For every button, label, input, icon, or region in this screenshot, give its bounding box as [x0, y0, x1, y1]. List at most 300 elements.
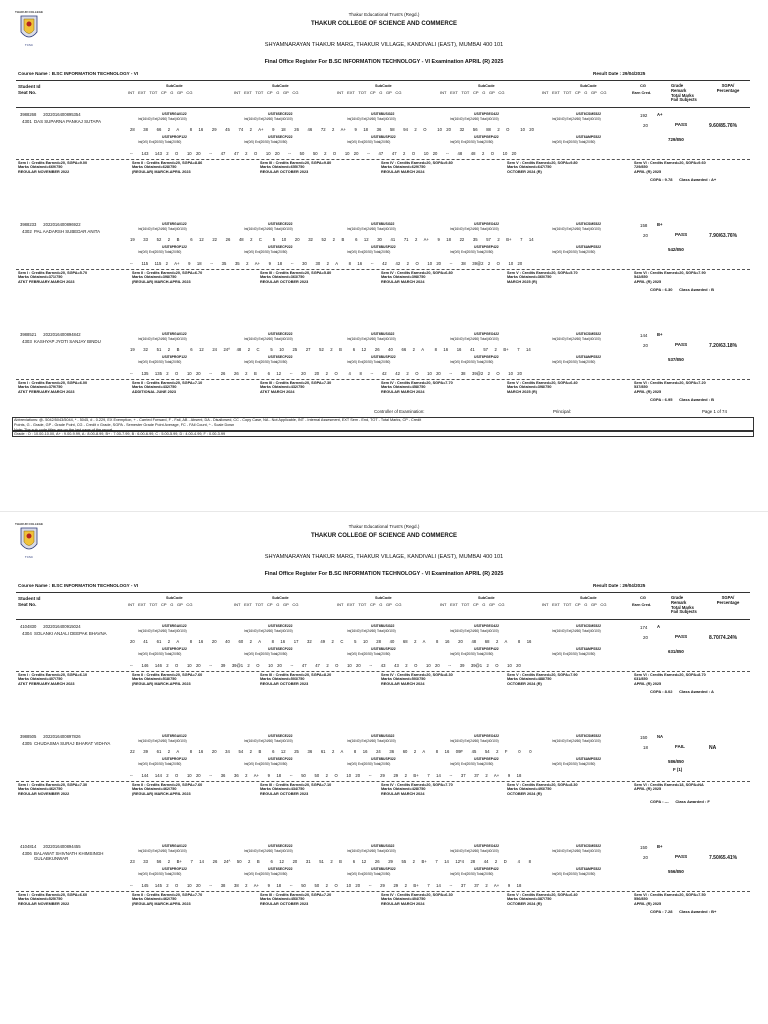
- practical-marks-scheme: Int(0/0) Ext(20/50) Total(20/50): [450, 360, 494, 364]
- header-rule-bottom: [16, 619, 750, 620]
- cgpa-class-awarded: CGPA : 9.78 Class Awarded : A+: [650, 177, 717, 182]
- theory-marks-row: 22 39 61 2 A 8 16 20 34 54 2 B 6 12 25 36 61 2 A 8 16 24 36 60 2 A 8 16 09F 45 54 2 F 0 0: [130, 749, 532, 754]
- subject-marks-scheme: Int(16/40) Ext(24/60) Total(40/100): [450, 739, 499, 743]
- subject-code: USIT6PGEO422: [474, 222, 500, 226]
- practical-code: USIT6PRGP122: [162, 757, 187, 761]
- practical-code: USIT6BUSP322: [371, 355, 396, 359]
- semester-summary: [634, 381, 752, 394]
- subject-marks-scheme: Int(16/40) Ext(24/60) Total(40/100): [244, 849, 293, 853]
- earn-cred-header: Earn Cred.: [632, 91, 652, 95]
- semester-line: Sem IV : Credits Earned=20, SGPA=6.30: [381, 893, 453, 897]
- overall-grade: B+: [657, 844, 663, 849]
- seat-number: 4305: [22, 741, 32, 746]
- seat-no-header: Seat No.: [18, 602, 37, 607]
- semester-summary: [634, 673, 752, 686]
- seat-number: 4301: [22, 119, 32, 124]
- principal-signature: Principal:: [553, 409, 572, 414]
- subcode-header: SubCode: [478, 84, 495, 88]
- total-cg: 174: [640, 625, 648, 630]
- practical-code: USIT6SECP222: [268, 867, 293, 871]
- semester-line: APRIL (R) 2025: [634, 279, 662, 284]
- page-number: Page 1 of 74: [702, 409, 727, 414]
- subject-marks-scheme: Int(16/40) Ext(24/60) Total(40/100): [244, 337, 293, 341]
- practical-marks-scheme: Int(0/0) Ext(20/50) Total(20/50): [347, 250, 391, 254]
- semester-line: Marks Obtained=432/750: [132, 385, 177, 390]
- result-remark: PASS: [675, 342, 688, 347]
- practical-code: USIT6PGEP422: [474, 757, 499, 761]
- semester-line: Sem IV : Credits Earned=20, SGPA=6.80: [381, 271, 453, 275]
- semester-line: APRIL (R) 2025: [634, 901, 662, 906]
- theory-marks-row: 19 33 52 2 B 6 12 22 26 48 2 C 5 10 20 32 52 2 B 6 12 30 41 71 2 A+ 9 18 22 35 57 2 B+ 7 14: [130, 237, 534, 242]
- subject-marks-scheme: Int(16/40) Ext(24/60) Total(40/100): [138, 227, 187, 231]
- course-name: Course Name : B.SC INFORMATION TECHNOLOGY - VI: [18, 583, 139, 588]
- record-divider: [16, 159, 750, 160]
- practical-marks-scheme: Int(0/0) Ext(20/50) Total(20/50): [244, 762, 288, 766]
- subcode-header: SubCode: [272, 84, 289, 88]
- semester-line: Sem II : Credits Earned=20, SGPA=7.10: [132, 381, 203, 385]
- total-cg: 150: [640, 735, 648, 740]
- semester-line: Sem II : Credits Earned=20, SGPA=7.60: [132, 673, 203, 677]
- result-remark: PASS: [675, 232, 688, 237]
- record-divider: [16, 781, 750, 782]
- header-percentage: Percentage: [716, 599, 740, 605]
- semester-summary: [18, 673, 136, 686]
- overall-grade: B+: [657, 332, 663, 337]
- subject-marks-scheme: Int(16/40) Ext(24/60) Total(40/100): [244, 629, 293, 633]
- header-fail-subjects: Fail Subjects: [671, 97, 697, 103]
- student-record: [0, 113, 768, 203]
- subject-code: USIT6CSMS522: [576, 624, 602, 628]
- practical-marks-scheme: Int(0/0) Ext(20/50) Total(20/50): [347, 872, 391, 876]
- total-cg: 158: [640, 223, 648, 228]
- record-divider: [16, 671, 750, 672]
- subject-code: USIT6CSMS522: [576, 734, 602, 738]
- practical-code: USIT6AMPS522: [576, 757, 602, 761]
- semester-line: Sem III : Credits Earned=20, SGPA=8.20: [260, 673, 332, 677]
- practical-marks-row: -- 145 145 2 O 10 20 -- 38 38 2 A+ 9 18 -- 50 50 2 O 10 20 -- 29 29 2 B+ 7 14 -- 37 37 2 A+ 9 18: [130, 883, 522, 888]
- semester-line: 537/850: [634, 385, 648, 390]
- semester-line: Sem I : Credits Earned=20, SGPA=6.10: [18, 673, 88, 677]
- practical-marks-row: -- 144 144 2 O 10 20 -- 36 36 2 A+ 9 18 -- 50 50 2 O 10 20 -- 29 29 2 B+ 7 14 -- 37 37 2 A+ 9 18: [130, 773, 522, 778]
- semester-line: REGULAR MARCH 2024: [381, 791, 425, 796]
- student-record: [0, 625, 768, 715]
- semester-line: ADDITIONAL JUNE 2023: [132, 389, 177, 394]
- abbreviation-line: Note: The sub code titles are on the last page of the report.: [14, 428, 114, 433]
- semester-line: (REGULAR) MARCH-APRIL 2023: [132, 169, 191, 174]
- subject-marks-scheme: Int(16/40) Ext(24/60) Total(40/100): [347, 117, 396, 121]
- student-name: DAS SUPARNA PANKAJ SUTAPA: [34, 119, 102, 124]
- subcode-header: SubCode: [478, 596, 495, 600]
- practical-code: USIT6SECP222: [268, 757, 293, 761]
- sgpa-percentage: 9.60/85.76%: [709, 123, 738, 129]
- subject-code: USIT6SECE222: [268, 844, 293, 848]
- semester-line: Marks Obtained=462/750: [132, 787, 177, 792]
- semester-summary: [634, 271, 752, 284]
- practical-marks-scheme: Int(0/0) Ext(20/50) Total(20/50): [138, 140, 182, 144]
- subcode-header: SubCode: [166, 84, 183, 88]
- semester-line: REGULAR MARCH 2024: [381, 901, 425, 906]
- semester-line: Sem VI : Credits Earned=20, SGPA=7.20: [634, 381, 706, 385]
- practical-marks-scheme: Int(0/0) Ext(20/50) Total(20/50): [244, 250, 288, 254]
- earned-credits: 18: [643, 745, 648, 750]
- student-name: KASHYAP JYOTI SANJAY BINDU: [34, 339, 101, 344]
- semester-summary: [260, 893, 378, 906]
- subject-marks-scheme: Int(16/40) Ext(24/60) Total(40/100): [450, 227, 499, 231]
- practical-marks-scheme: Int(0/0) Ext(20/50) Total(20/50): [552, 360, 596, 364]
- practical-marks-row: -- 143 143 2 O 10 20 -- 47 47 2 O 10 20 -- 50 50 2 O 10 20 -- 47 47 2 O 10 20 -- 48 48 2 O 10 20: [130, 151, 517, 156]
- result-date: Result Date : 29/04/2025: [593, 71, 646, 76]
- semester-summary: [132, 161, 250, 174]
- subject-marks-scheme: Int(16/40) Ext(24/60) Total(40/100): [138, 629, 187, 633]
- semester-line: Marks Obtained=432/750: [260, 385, 305, 390]
- semester-line: Marks Obtained=379/750: [18, 385, 63, 390]
- subject-marks-scheme: Int(16/40) Ext(24/60) Total(40/100): [138, 117, 187, 121]
- header-rule-bottom: [16, 107, 750, 108]
- total-cg: 150: [640, 845, 648, 850]
- semester-line: REGULAR MARCH 2024: [381, 279, 425, 284]
- practical-code: USIT6PRGP122: [162, 647, 187, 651]
- semester-line: (REGULAR) MARCH-APRIL 2023: [132, 791, 191, 796]
- subject-columns-header: INT EXT TOT CP G GP CG: [128, 602, 193, 607]
- subject-marks-scheme: Int(16/40) Ext(24/60) Total(40/100): [450, 117, 499, 121]
- earned-credits: 20: [643, 343, 648, 348]
- practical-marks-scheme: Int(0/0) Ext(20/50) Total(20/50): [552, 250, 596, 254]
- semester-summary: [507, 673, 625, 686]
- semester-line: ATKT FEBRUARY-MARCH 2023: [18, 681, 75, 686]
- practical-marks-scheme: Int(0/0) Ext(20/50) Total(20/50): [450, 250, 494, 254]
- subject-code: USIT6SECE222: [268, 222, 293, 226]
- subject-code: USIT6CSMS522: [576, 112, 602, 116]
- abbreviation-line: Abbreviations: @- 5042/5043/5044, * - 5045, # - 0.229, EX Exemption, + - Carried Forward, F - Fail, AB - Absent, DA - Disallowed, CC - Copy Case, NA - Not Applicable, INT - Internal Assesment, EXT Sem - End, TOT - Total Marks, CP - Credit: [14, 418, 422, 422]
- header-remark: Remark: [671, 599, 687, 605]
- subject-marks-scheme: Int(16/40) Ext(24/60) Total(40/100): [347, 629, 396, 633]
- subject-code: USIT6RGA0122: [162, 734, 187, 738]
- practical-marks-scheme: Int(0/0) Ext(20/50) Total(20/50): [450, 140, 494, 144]
- semester-line: REGULAR MARCH 2024: [381, 169, 425, 174]
- semester-summary: [381, 271, 499, 284]
- result-remark: FAIL: [675, 744, 685, 749]
- semester-line: REGULAR OCTOBER 2023: [260, 169, 309, 174]
- semester-summary: [381, 893, 499, 906]
- semester-line: Marks Obtained=371/750: [18, 275, 63, 280]
- semester-line: Marks Obtained=398/750: [381, 275, 426, 280]
- semester-line: Sem V : Credits Earned=20, SGPA=7.90: [507, 673, 578, 677]
- subject-marks-scheme: Int(16/40) Ext(24/60) Total(40/100): [552, 849, 601, 853]
- semester-summary: [132, 271, 250, 284]
- semester-line: Marks Obtained=503/750: [381, 677, 426, 682]
- header-grade: Grade: [671, 83, 684, 88]
- semester-line: Sem I : Credits Earned=20, SGPA=9.00: [18, 161, 88, 165]
- practical-code: USIT6PGEP422: [474, 867, 499, 871]
- course-name: Course Name : B.SC INFORMATION TECHNOLOGY - VI: [18, 71, 139, 76]
- college-name: THAKUR COLLEGE OF SCIENCE AND COMMERCE: [310, 533, 458, 539]
- practical-marks-scheme: Int(0/0) Ext(20/50) Total(20/50): [138, 360, 182, 364]
- overall-grade: B+: [657, 222, 663, 227]
- semester-line: APRIL (R) 2025: [634, 389, 662, 394]
- subcode-header: SubCode: [272, 596, 289, 600]
- semester-summary: [132, 783, 250, 796]
- semester-line: REGULAR OCTOBER 2023: [260, 279, 309, 284]
- cgpa-class-awarded: CGPA : 8.02 Class Awarded : A: [650, 689, 714, 694]
- semester-summary: [132, 673, 250, 686]
- semester-line: Marks Obtained=628/750: [132, 165, 177, 170]
- semester-summary: [132, 381, 250, 394]
- trust-name: Thakur Educational Trust's (Regd.): [348, 12, 420, 17]
- semester-line: Sem VI : Credits Earned=20, SGPA=8.70: [634, 673, 706, 677]
- subject-code: USIT6CSMS522: [576, 332, 602, 336]
- semester-summary: [507, 381, 625, 394]
- subject-code: USIT6BUSI322: [371, 222, 395, 226]
- semester-line: OCTOBER 2024 (R): [507, 901, 542, 906]
- total-marks: 586/850: [668, 759, 684, 764]
- svg-text:TCSC: TCSC: [24, 43, 34, 47]
- practical-code: USIT6SECP222: [268, 355, 293, 359]
- semester-line: REGULAR OCTOBER 2023: [260, 791, 309, 796]
- semester-summary: [381, 381, 499, 394]
- practical-marks-scheme: Int(0/0) Ext(20/50) Total(20/50): [450, 872, 494, 876]
- subject-marks-scheme: Int(16/40) Ext(24/60) Total(40/100): [244, 739, 293, 743]
- total-cg: 192: [640, 113, 648, 118]
- student-id-header: Student Id: [18, 596, 41, 601]
- practical-code: USIT6AMPS522: [576, 867, 602, 871]
- cgpa-class-awarded: CGPA : --- Class Awarded : F: [650, 799, 710, 804]
- seat-no-header: Seat No.: [18, 90, 37, 95]
- earn-cred-header: Earn Cred.: [632, 603, 652, 607]
- subject-columns-header: INT EXT TOT CP G GP CG: [337, 602, 402, 607]
- semester-line: REGULAR MARCH 2024: [381, 681, 425, 686]
- practical-marks-row: -- 115 115 2 A+ 9 18 -- 35 35 2 A+ 9 18 -- 30 30 2 A 8 16 -- 42 42 2 O 10 20 -- 38 39@2 2 O 10 20: [130, 261, 523, 266]
- semester-line: ATKT FEBRUARY-MARCH 2023: [18, 279, 75, 284]
- practical-code: USIT6AMPS522: [576, 245, 602, 249]
- practical-code: USIT6PGEP422: [474, 355, 499, 359]
- total-marks: 556/850: [668, 869, 684, 874]
- header-grade: Grade: [671, 595, 684, 600]
- semester-line: Marks Obtained=629/750: [381, 165, 426, 170]
- seat-number: 4302: [22, 229, 32, 234]
- practical-marks-scheme: Int(0/0) Ext(20/50) Total(20/50): [450, 762, 494, 766]
- subject-marks-scheme: Int(16/40) Ext(24/60) Total(40/100): [450, 629, 499, 633]
- semester-line: 556/850: [634, 897, 648, 902]
- semester-line: Sem II : Credits Earned=20, SGPA=6.70: [132, 271, 203, 275]
- semester-line: (REGULAR) MARCH-APRIL 2023: [132, 901, 191, 906]
- grade-remark-header: [671, 596, 705, 615]
- semester-line: Marks Obtained=669/750: [18, 165, 63, 170]
- subject-code: USIT6BUSI322: [371, 624, 395, 628]
- practical-code: USIT6PRGP122: [162, 245, 187, 249]
- semester-line: Sem III : Credits Earned=20, SGPA=7.10: [260, 783, 332, 787]
- semester-line: MARCH 2025 (R): [507, 279, 537, 284]
- overall-grade: A+: [657, 112, 663, 117]
- semester-line: 631/850: [634, 677, 648, 682]
- semester-line: APRIL (R) 2025: [634, 787, 662, 792]
- total-marks: 537/850: [668, 357, 684, 362]
- cgpa-class-awarded: CGPA : 6.30 Class Awarded : B: [650, 287, 715, 292]
- theory-marks-row: 28 38 66 2 A 8 16 29 45 74 2 A+ 9 18 26 46 72 2 A+ 9 18 36 58 94 2 O 10 20 32 56 88 2 O 10 20: [130, 127, 534, 132]
- seat-number: 4303: [22, 339, 32, 344]
- semester-line: Marks Obtained=404/750: [381, 897, 426, 902]
- seat-number: 4304: [22, 631, 32, 636]
- register-page-2: [0, 512, 768, 1024]
- semester-summary: [260, 381, 378, 394]
- practical-marks-scheme: Int(0/0) Ext(20/50) Total(20/50): [138, 250, 182, 254]
- earned-credits: 20: [643, 233, 648, 238]
- subject-code: USIT6BUSI322: [371, 332, 395, 336]
- student-id: 3988505 2022016400897826: [20, 734, 81, 739]
- sgpa-percentage: 7.90/63.76%: [709, 233, 738, 239]
- practical-marks-scheme: Int(0/0) Ext(20/50) Total(20/50): [138, 762, 182, 766]
- semester-line: Marks Obtained=525/750: [18, 897, 63, 902]
- practical-code: USIT6PGEP422: [474, 245, 499, 249]
- semester-summary: [507, 271, 625, 284]
- college-address: SHYAMNARAYAN THAKUR MARG, THAKUR VILLAGE, KANDIVALI (EAST), MUMBAI 400 101: [264, 42, 504, 48]
- practical-code: USIT6AMPS522: [576, 355, 602, 359]
- semester-summary: [260, 673, 378, 686]
- student-id: 3988268 2022016400895354: [20, 112, 81, 117]
- student-id: 4104830 2022016400915024: [20, 624, 81, 629]
- total-cg: 144: [640, 333, 648, 338]
- subject-code: USIT6PGEO422: [474, 734, 500, 738]
- semester-line: Sem II : Credits Earned=20, SGPA=7.70: [132, 893, 203, 897]
- practical-code: USIT6BUSP322: [371, 867, 396, 871]
- header-rule-top: [16, 592, 750, 593]
- practical-code: USIT6SECP222: [268, 135, 293, 139]
- cgpa-class-awarded: CGPA : 7.28 Class Awarded : B+: [650, 909, 717, 914]
- grade-scale: Grade : O : 10.00-10.00, A+ : 9.00-9.99, A : 8.00-8.99, B+ : 7.00-7.99, B : 6.00-6.99, C : 5.00-5.99, D : 4.00-4.99, F : 0.00-3.99: [14, 432, 226, 436]
- semester-summary: [260, 271, 378, 284]
- college-name: THAKUR COLLEGE OF SCIENCE AND COMMERCE: [310, 21, 458, 27]
- sgpa-header: [708, 84, 748, 94]
- theory-marks-row: 19 32 51 2 B 6 12 24 24^ 48 2 C 5 10 25 27 52 2 B 6 12 26 40 66 2 A 8 16 16 41 57 2 B+ 7 14: [130, 347, 531, 352]
- header-sgpa: SGPA/: [721, 595, 735, 600]
- semester-line: Marks Obtained=462/750: [18, 787, 63, 792]
- subject-marks-scheme: Int(16/40) Ext(24/60) Total(40/100): [347, 337, 396, 341]
- semester-line: REGULAR NOVEMBER 2022: [18, 169, 70, 174]
- semester-line: Sem IV : Credits Earned=20, SGPA=7.70: [381, 783, 453, 787]
- fail-subjects: F (1): [673, 767, 683, 772]
- semester-line: Sem VI : Credits Earned=18, SGPA=NA: [634, 783, 704, 787]
- subject-code: USIT6BUSI322: [371, 844, 395, 848]
- practical-marks-scheme: Int(0/0) Ext(20/50) Total(20/50): [347, 140, 391, 144]
- subject-marks-scheme: Int(16/40) Ext(24/60) Total(40/100): [347, 739, 396, 743]
- semester-line: Marks Obtained=462/750: [132, 897, 177, 902]
- sgpa-header: [708, 596, 748, 606]
- overall-grade: NA: [657, 734, 664, 739]
- header-rule-top: [16, 80, 750, 81]
- semester-line: Sem II : Credits Earned=20, SGPA=7.60: [132, 783, 203, 787]
- practical-code: USIT6BUSP322: [371, 245, 396, 249]
- controller-signature: Controller of Examination:: [374, 409, 425, 414]
- semester-line: (REGULAR) MARCH-APRIL 2023: [132, 279, 191, 284]
- student-id: 3988521 2022016400894842: [20, 332, 81, 337]
- practical-marks-row: -- 146 146 2 O 10 20 -- 39 39@1 2 O 10 20 -- 47 47 2 O 10 20 -- 43 43 2 O 10 20 -- 39 39@1 2 O 10 20: [130, 663, 521, 668]
- semester-summary: [132, 893, 250, 906]
- practical-marks-scheme: Int(0/0) Ext(20/50) Total(20/50): [552, 762, 596, 766]
- subject-columns-header: INT EXT TOT CP G GP CG: [440, 602, 505, 607]
- theory-marks-row: 23 33 56 2 B+ 7 14 26 24^ 50 2 B 6 12 20 31 51 2 B 6 12 26 29 55 2 B+ 7 14 12*4 28 44 2 D 4 8: [130, 859, 531, 864]
- sgpa-percentage: NA: [709, 745, 717, 751]
- subject-columns-header: INT EXT TOT CP G GP CG: [128, 90, 193, 95]
- semester-line: Sem VI : Credits Earned=20, SGPA=7.90: [634, 271, 706, 275]
- practical-code: USIT6SECP222: [268, 647, 293, 651]
- practical-code: USIT6PGEP422: [474, 135, 499, 139]
- semester-summary: [507, 783, 625, 796]
- semester-line: Marks Obtained=458/750: [381, 385, 426, 390]
- semester-line: Marks Obtained=387/750: [507, 897, 552, 902]
- practical-marks-scheme: Int(0/0) Ext(20/50) Total(20/50): [552, 872, 596, 876]
- semester-line: Sem III : Credits Earned=20, SGPA=7.20: [260, 893, 332, 897]
- semester-line: OCTOBER 2024 (R): [507, 681, 542, 686]
- trust-name: Thakur Educational Trust's (Regd.): [348, 524, 420, 529]
- record-divider: [16, 379, 750, 380]
- semester-line: Marks Obtained=503/750: [260, 677, 305, 682]
- semester-line: REGULAR NOVEMBER 2022: [18, 901, 70, 906]
- practical-marks-scheme: Int(0/0) Ext(20/50) Total(20/50): [552, 652, 596, 656]
- semester-line: Marks Obtained=398/750: [507, 385, 552, 390]
- semester-line: Sem IV : Credits Earned=20, SGPA=7.70: [381, 381, 453, 385]
- semester-line: REGULAR OCTOBER 2023: [260, 681, 309, 686]
- subject-marks-scheme: Int(16/40) Ext(24/60) Total(40/100): [552, 337, 601, 341]
- record-divider: [16, 269, 750, 270]
- practical-code: USIT6PRGP122: [162, 135, 187, 139]
- semester-line: Sem I : Credits Earned=20, SGPA=7.30: [18, 783, 88, 787]
- semester-line: ATKT FEBRUARY-MARCH 2023: [18, 389, 75, 394]
- header-remark: Remark: [671, 87, 687, 93]
- semester-summary: [260, 161, 378, 174]
- svg-text:THAKUR COLLEGE: THAKUR COLLEGE: [15, 10, 43, 14]
- subject-marks-scheme: Int(16/40) Ext(24/60) Total(40/100): [450, 337, 499, 341]
- practical-code: USIT6AMPS522: [576, 135, 602, 139]
- subject-code: USIT6RGA0122: [162, 112, 187, 116]
- semester-line: Marks Obtained=363/750: [260, 275, 305, 280]
- semester-summary: [18, 783, 136, 796]
- subcode-header: SubCode: [375, 596, 392, 600]
- result-remark: PASS: [675, 634, 688, 639]
- practical-code: USIT6PGEP422: [474, 647, 499, 651]
- semester-summary: [260, 783, 378, 796]
- subject-columns-header: INT EXT TOT CP G GP CG: [234, 602, 299, 607]
- practical-code: USIT6BUSP322: [371, 757, 396, 761]
- subject-columns-header: INT EXT TOT CP G GP CG: [542, 90, 607, 95]
- subject-code: USIT6CSMS522: [576, 844, 602, 848]
- semester-line: Sem V : Credits Earned=20, SGPA=6.40: [507, 893, 578, 897]
- semester-line: Marks Obtained=518/750: [132, 677, 177, 682]
- college-address: SHYAMNARAYAN THAKUR MARG, THAKUR VILLAGE, KANDIVALI (EAST), MUMBAI 400 101: [264, 554, 504, 560]
- semester-line: Sem III : Credits Earned=20, SGPA=7.30: [260, 381, 332, 385]
- semester-summary: [18, 381, 136, 394]
- subject-code: USIT6RGA0122: [162, 222, 187, 226]
- semester-line: Sem IV : Credits Earned=20, SGPA=8.30: [381, 673, 453, 677]
- semester-line: Marks Obtained=488/750: [507, 677, 552, 682]
- semester-line: MARCH 2025 (R): [507, 389, 537, 394]
- semester-line: Sem II : Credits Earned=20, SGPA=8.86: [132, 161, 203, 165]
- practical-code: USIT6BUSP322: [371, 135, 396, 139]
- semester-line: Marks Obtained=360/750: [507, 275, 552, 280]
- subject-columns-header: INT EXT TOT CP G GP CG: [542, 602, 607, 607]
- header-total-marks: Total Marks: [671, 604, 694, 610]
- semester-summary: [381, 783, 499, 796]
- subject-marks-scheme: Int(16/40) Ext(24/60) Total(40/100): [552, 117, 601, 121]
- cgpa-class-awarded: CGPA : 6.95 Class Awarded : B: [650, 397, 715, 402]
- seat-number: 4306: [22, 851, 32, 856]
- practical-marks-scheme: Int(0/0) Ext(20/50) Total(20/50): [244, 140, 288, 144]
- subject-columns-header: INT EXT TOT CP G GP CG: [440, 90, 505, 95]
- student-record: [0, 735, 768, 825]
- semester-line: Sem V : Credits Earned=20, SGPA=6.40: [507, 381, 578, 385]
- practical-marks-scheme: Int(0/0) Ext(20/50) Total(20/50): [347, 652, 391, 656]
- subject-code: USIT6SECE222: [268, 112, 293, 116]
- subject-marks-scheme: Int(16/40) Ext(24/60) Total(40/100): [552, 629, 601, 633]
- semester-line: Sem VI : Credits Earned=20, SGPA=9.60: [634, 161, 706, 165]
